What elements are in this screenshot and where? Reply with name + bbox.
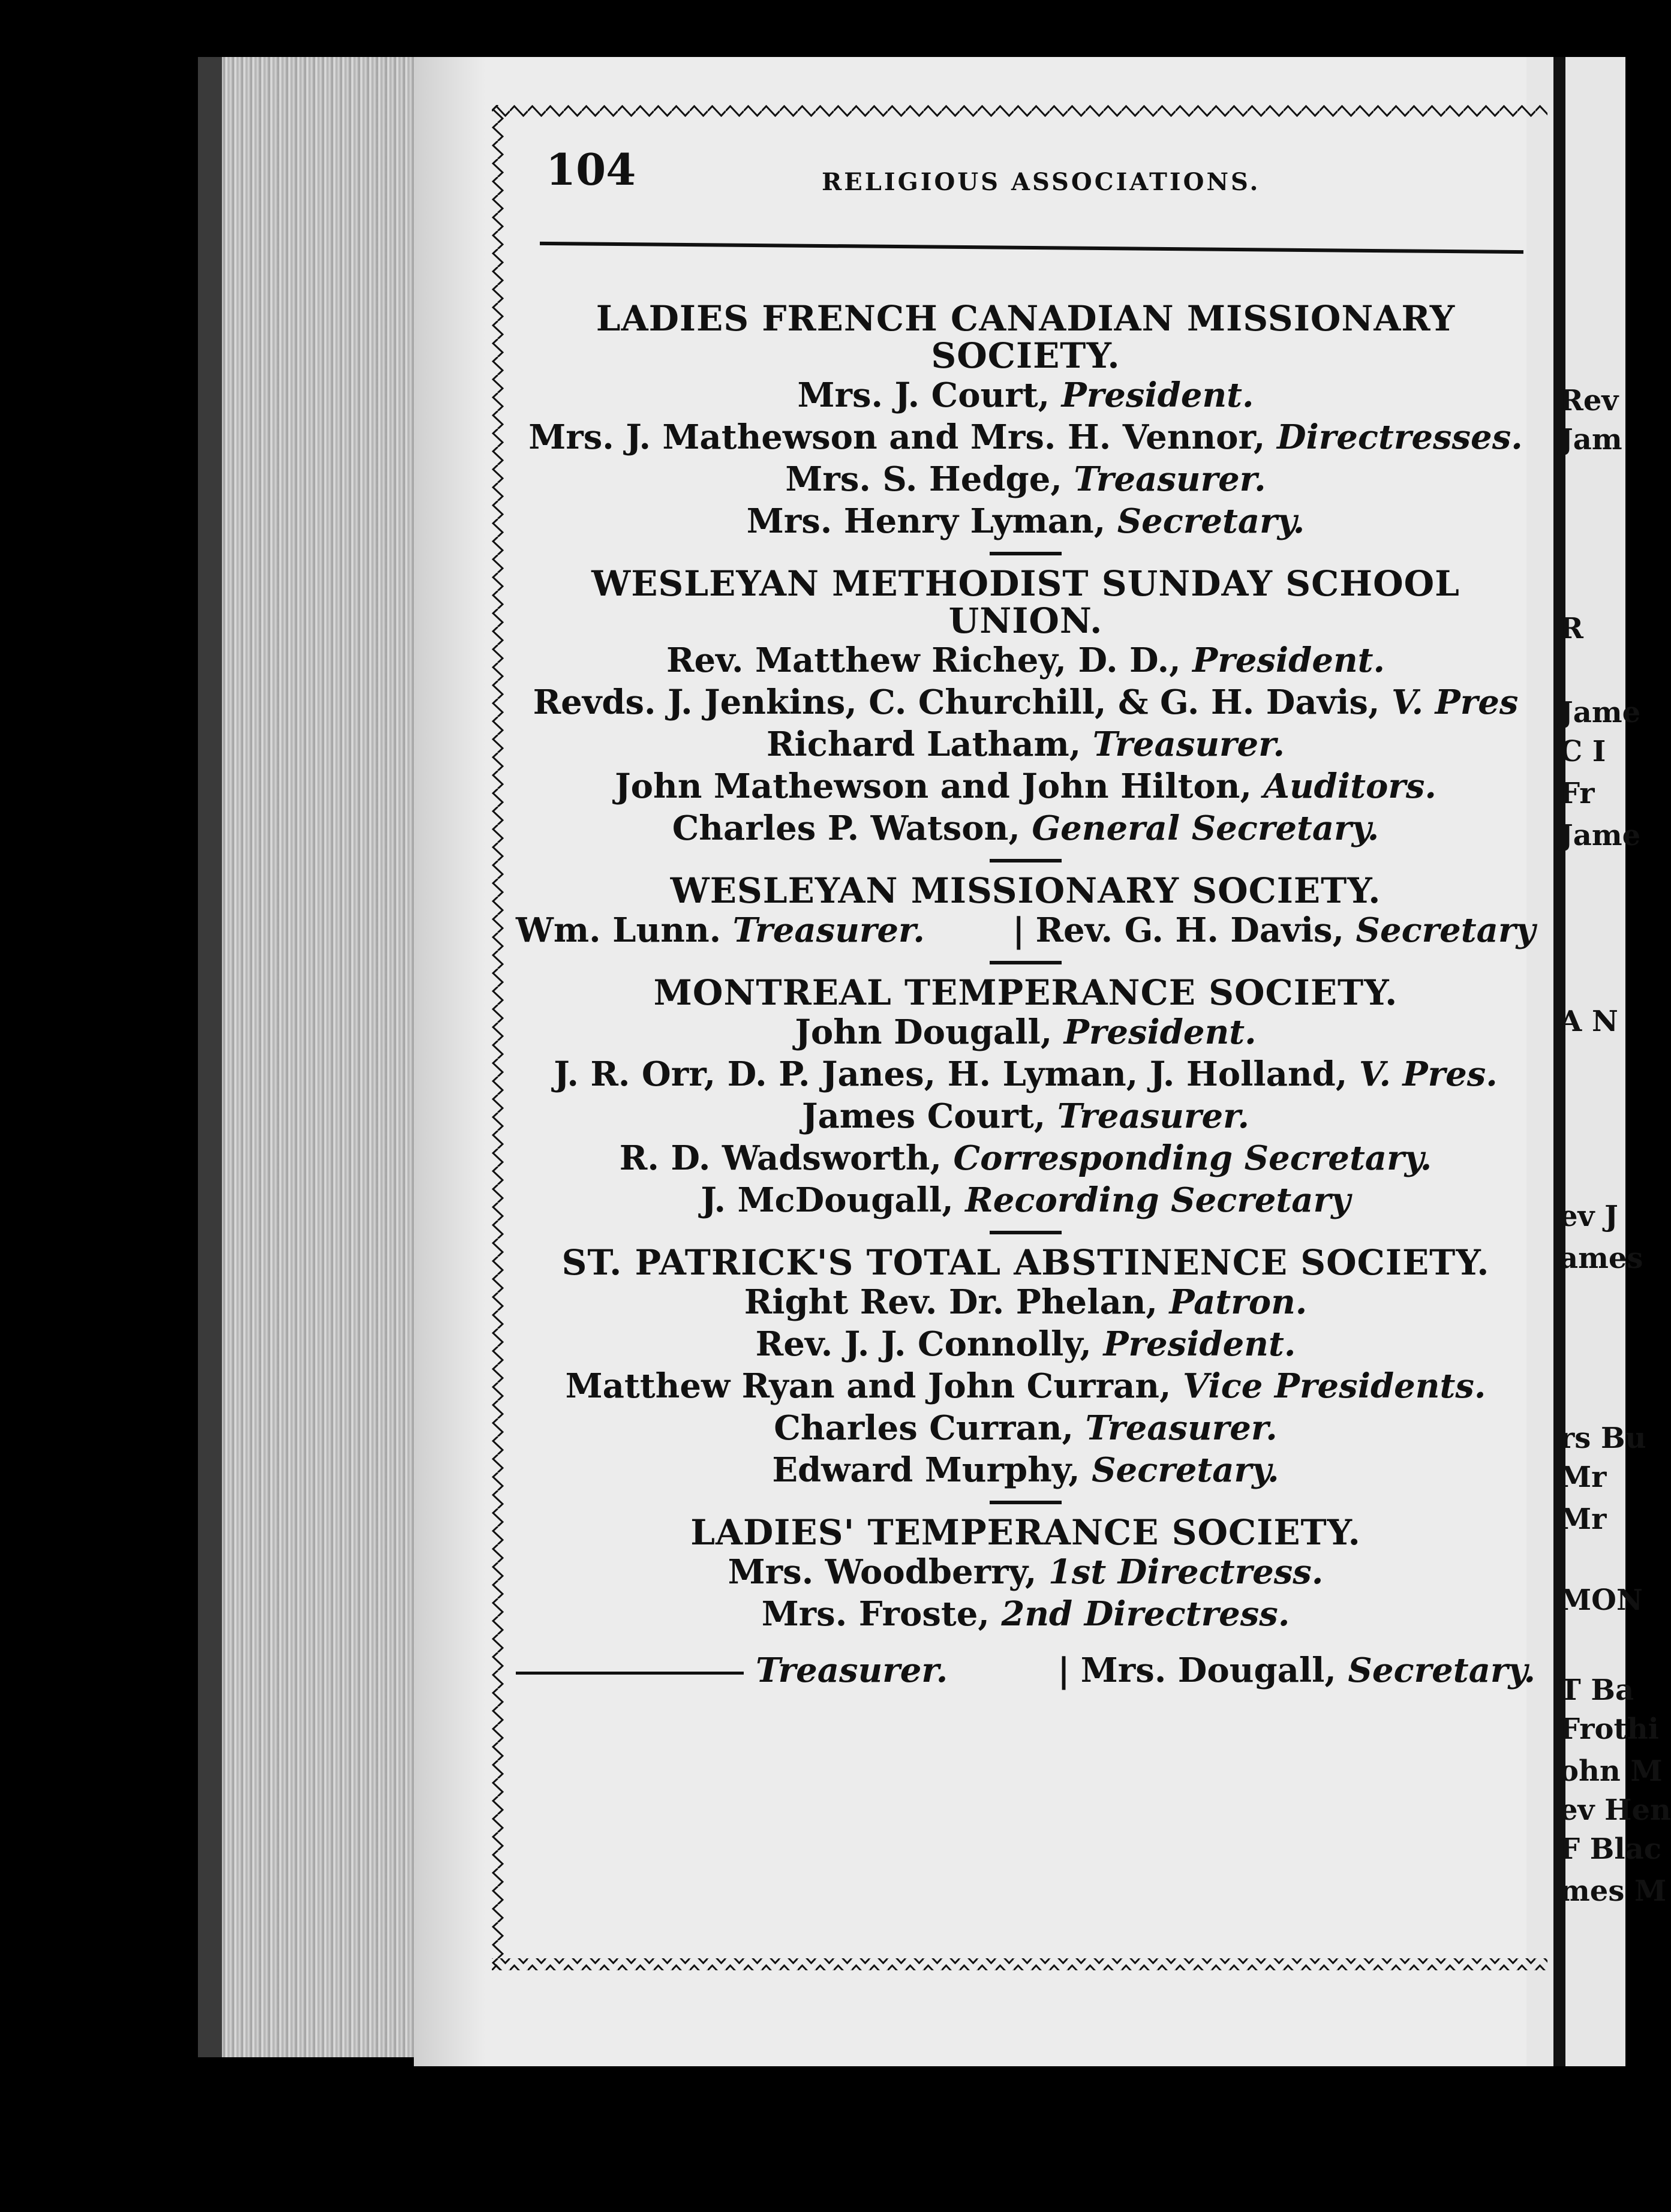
officer-line — [516, 723, 1535, 765]
split-right — [1047, 1649, 1535, 1691]
officer-role: 2nd Directress. — [1001, 1594, 1290, 1634]
officer-line — [516, 1323, 1535, 1365]
title-line: WESLEYAN METHODIST SUNDAY SCHOOL — [591, 563, 1460, 604]
officer-name: Edward Murphy, — [772, 1450, 1080, 1490]
officer-name: Mrs. J. Mathewson and Mrs. H. Vennor, — [528, 417, 1266, 457]
officer-role: Treasurer. — [1092, 725, 1285, 764]
society-ladies-french-canadian — [516, 300, 1535, 542]
section-separator — [990, 859, 1062, 862]
column-divider: | — [1012, 910, 1025, 950]
officer-role: Secretary. — [1117, 501, 1305, 541]
next-page-fragment: R — [1559, 612, 1583, 645]
next-page-fragment: MON — [1559, 1583, 1643, 1617]
next-page-fragment: Mr — [1559, 1502, 1607, 1536]
officer-role: Treasurer. — [1085, 1408, 1278, 1448]
society-title — [516, 872, 1535, 909]
officer-role: Secretary — [1356, 910, 1535, 950]
officer-name: J. McDougall, — [701, 1180, 954, 1220]
officer-name: Charles P. Watson, — [672, 809, 1020, 848]
officer-name: Wm. Lunn. — [516, 910, 722, 950]
page-stack-edge — [198, 57, 450, 2057]
officer-role: Treasurer. — [1057, 1096, 1249, 1136]
officer-line — [516, 1179, 1535, 1221]
society-wesleyan-sunday-school — [516, 565, 1535, 849]
officer-name: Mrs. Henry Lyman, — [746, 501, 1106, 541]
officer-role: President. — [1061, 375, 1254, 415]
section-separator — [990, 1501, 1062, 1504]
officer-role: Corresponding Secretary. — [953, 1138, 1432, 1178]
next-page-fragment: F Blac — [1559, 1832, 1661, 1866]
officer-line — [516, 1365, 1535, 1407]
next-page-fragment: ev Hen — [1559, 1793, 1671, 1827]
officer-name: James Court, — [802, 1096, 1046, 1136]
next-page-fragment: ohn M — [1559, 1754, 1663, 1788]
officer-role: President. — [1192, 641, 1386, 680]
officer-line — [516, 500, 1535, 542]
next-page-fragment: Mr — [1559, 1460, 1607, 1494]
officer-line — [516, 1551, 1535, 1593]
officer-role: President. — [1103, 1324, 1296, 1364]
officer-line — [516, 639, 1535, 681]
society-st-patricks-abstinence — [516, 1244, 1535, 1491]
society-title — [516, 974, 1535, 1011]
society-title — [516, 565, 1535, 639]
officer-name: Mrs. Dougall, — [1080, 1651, 1336, 1690]
society-montreal-temperance — [516, 974, 1535, 1221]
title-line: LADIES' TEMPERANCE SOCIETY. — [690, 1512, 1361, 1553]
officer-name: J. R. Orr, D. P. Janes, H. Lyman, J. Holland, — [554, 1054, 1348, 1094]
title-line: WESLEYAN MISSIONARY SOCIETY. — [670, 870, 1381, 911]
officer-name: Mrs. J. Court, — [797, 375, 1050, 415]
officer-name: Rev. J. J. Connolly, — [755, 1324, 1092, 1364]
officer-name: R. D. Wadsworth, — [619, 1138, 942, 1178]
officer-line — [516, 1053, 1535, 1095]
column-divider: | — [1057, 1651, 1070, 1690]
section-separator — [990, 552, 1062, 555]
next-page-fragment: Jame — [1559, 819, 1641, 852]
society-wesleyan-missionary — [516, 872, 1535, 951]
officer-name: Rev. G. H. Davis, — [1035, 910, 1344, 950]
society-title — [516, 1514, 1535, 1551]
officer-role: Treasurer. — [756, 1651, 948, 1690]
next-page-fragment: mes M — [1559, 1874, 1667, 1908]
officer-role: Treasurer. — [1074, 459, 1266, 499]
officer-name: Charles Curran, — [774, 1408, 1074, 1448]
officer-line — [516, 1137, 1535, 1179]
officer-name: John Dougall, — [795, 1012, 1053, 1052]
officer-name: Mrs. Froste, — [761, 1594, 990, 1634]
officer-name: Matthew Ryan and John Curran, — [565, 1366, 1171, 1406]
officer-name: Revds. J. Jenkins, C. Churchill, & G. H. Davis, — [533, 683, 1380, 722]
officer-role: Treasurer. — [732, 910, 925, 950]
officer-role: Secretary. — [1092, 1450, 1279, 1490]
next-page-fragment: Fr — [1559, 777, 1595, 810]
officer-role: General Secretary. — [1032, 809, 1380, 848]
officer-line — [516, 1281, 1535, 1323]
officer-line — [516, 374, 1535, 416]
officer-name: Richard Latham, — [766, 725, 1081, 764]
page-number: 104 — [546, 144, 636, 195]
officer-role: Secretary. — [1348, 1651, 1535, 1690]
officer-line — [516, 1011, 1535, 1053]
society-title — [516, 300, 1535, 374]
officer-name: Mrs. S. Hedge, — [785, 459, 1062, 499]
next-page-fragment: Rev — [1559, 384, 1619, 417]
section-separator — [990, 1231, 1062, 1234]
next-page-fragment: ev J — [1559, 1200, 1618, 1233]
officer-name: Right Rev. Dr. Phelan, — [744, 1282, 1158, 1322]
next-page-fragment: Jam — [1559, 423, 1622, 456]
split-right — [1002, 909, 1535, 951]
next-page-fragment: C I — [1559, 735, 1606, 768]
officer-line — [516, 458, 1535, 500]
officer-role: Patron. — [1169, 1282, 1308, 1322]
officer-line — [516, 1449, 1535, 1491]
title-line: UNION. — [948, 600, 1103, 641]
officer-role: V. Pres. — [1359, 1054, 1498, 1094]
officer-split-line — [516, 1649, 1535, 1691]
title-line: ST. PATRICK'S TOTAL ABSTINENCE SOCIETY. — [561, 1242, 1490, 1283]
next-page-fragment: ames — [1559, 1242, 1643, 1275]
page-content — [516, 300, 1535, 1691]
next-page-fragment: T Ba — [1559, 1673, 1634, 1707]
officer-role: V. Pres — [1391, 683, 1519, 722]
officer-role: Vice Presidents. — [1182, 1366, 1486, 1406]
next-page-fragment: A N — [1559, 1005, 1618, 1038]
officer-role: President. — [1063, 1012, 1257, 1052]
split-left — [516, 1649, 948, 1691]
next-page-fragment: Frothi — [1559, 1712, 1659, 1746]
officer-role: Auditors. — [1263, 767, 1436, 806]
officer-line — [516, 1407, 1535, 1449]
running-head: RELIGIOUS ASSOCIATIONS. — [822, 168, 1261, 196]
next-page-fragment: Jame — [1559, 696, 1641, 729]
officer-name: Mrs. Woodberry, — [728, 1552, 1037, 1592]
blank-name-line — [516, 1672, 744, 1675]
next-page-fragment: rs Bu — [1559, 1421, 1646, 1455]
title-line: MONTREAL TEMPERANCE SOCIETY. — [653, 972, 1398, 1013]
officer-name: Rev. Matthew Richey, D. D., — [666, 641, 1181, 680]
society-title — [516, 1244, 1535, 1281]
officer-split-line — [516, 909, 1535, 951]
title-line: LADIES FRENCH CANADIAN MISSIONARY — [596, 298, 1456, 339]
officer-line — [516, 1095, 1535, 1137]
split-left — [516, 909, 925, 951]
society-ladies-temperance — [516, 1514, 1535, 1691]
officer-role: Directresses. — [1276, 417, 1523, 457]
section-separator — [990, 961, 1062, 964]
officer-role: Recording Secretary — [965, 1180, 1351, 1220]
officer-line — [516, 1593, 1535, 1635]
officer-line — [516, 807, 1535, 849]
officer-role: 1st Directress. — [1048, 1552, 1324, 1592]
officer-name: John Mathewson and John Hilton, — [615, 767, 1252, 806]
officer-line — [516, 416, 1535, 458]
officer-line — [516, 681, 1535, 723]
page-header — [540, 144, 1523, 228]
title-line: SOCIETY. — [931, 335, 1120, 376]
officer-line — [516, 765, 1535, 807]
